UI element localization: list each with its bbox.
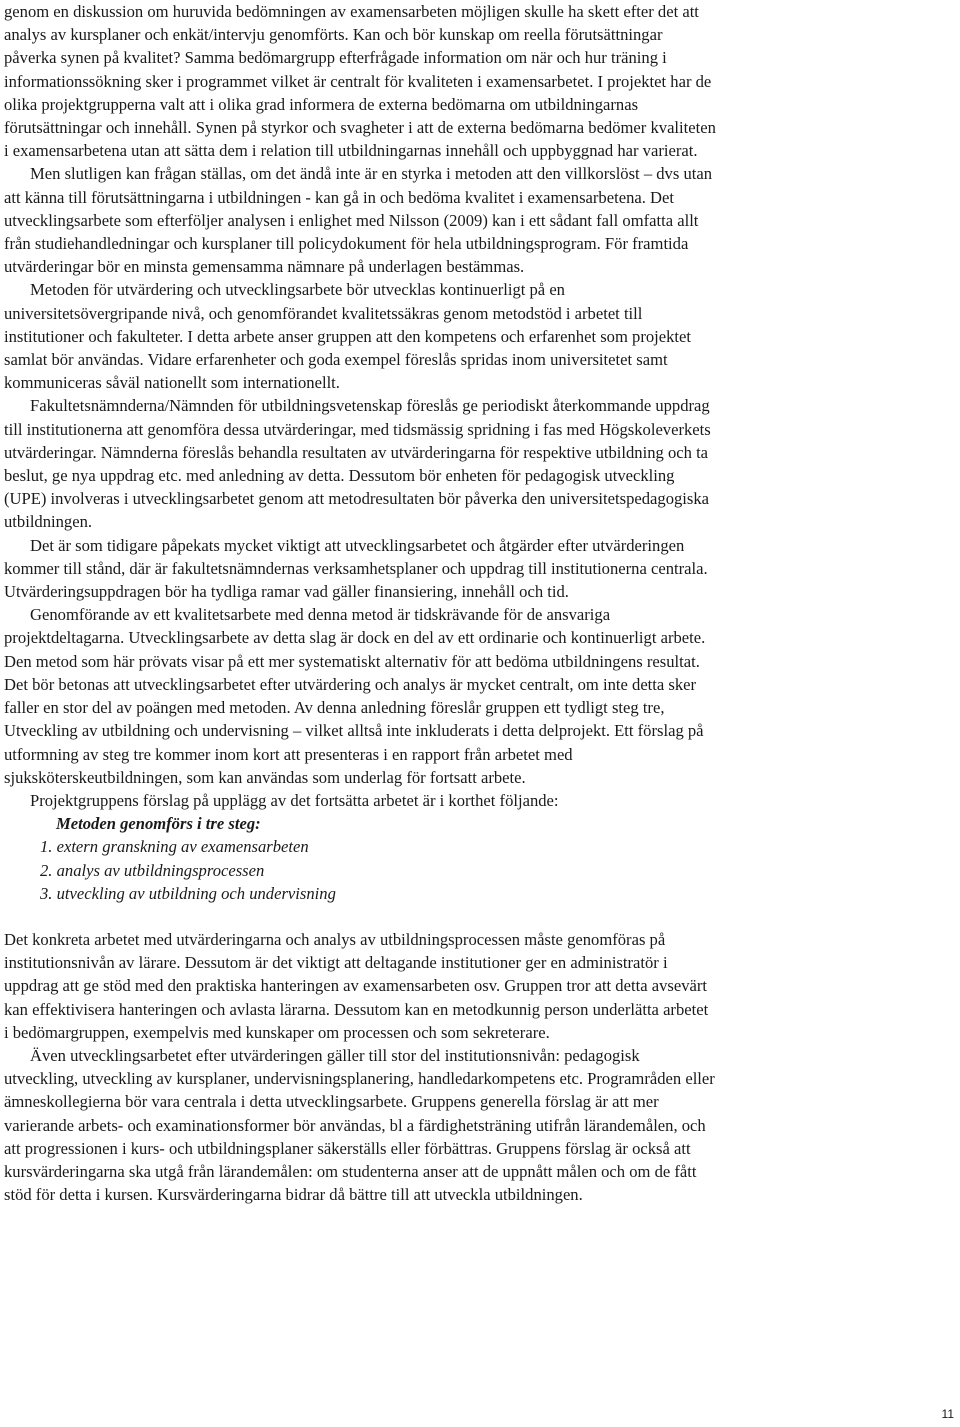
body-text-top (4, 0, 716, 812)
method-steps-list (4, 835, 716, 905)
method-step-3: 3. utveckling av utbildning och undervisning (40, 883, 336, 903)
method-step-2: 2. analys av utbildningsprocessen (40, 860, 265, 880)
paragraph-6: Genomförande av ett kvalitetsarbete med denna metod är tidskrävande för de ansvariga projektdeltagarna. Utvecklingsarbete av detta slag är dock en del av ett ordinarie och kontinuerligt arbete. Den metod som här prövats visar på ett mer systematiskt alternativ för att bedöma utbildningens resultat. Det bör betonas att utvecklingsarbetet efter utvärdering och analys är mycket centralt, om inte detta sker faller en stor del av poängen med metoden. Av denna anledning föreslår gruppen ett tydligt steg tre, Utveckling av utbildning och undervisning – vilket alltså inte inkluderats i detta delprojekt. Ett förslag på utformning av steg tre kommer inom kort att presenteras i en rapport från arbetet med sjuksköterskeutbildningen, som kan användas som underlag för fortsatt arbete. (4, 605, 706, 787)
paragraph-3: Metoden för utvärdering och utvecklingsarbete bör utvecklas kontinuerligt på en universitetsövergripande nivå, och genomförandet kvalitetssäkras genom metodstöd i arbetet till institutioner och fakulteter. I detta arbete anser gruppen att den kompetens och erfarenhet som projektet samlat bör användas. Vidare erfarenheter och goda exempel föreslås spridas inom universitetet samt kommuniceras såväl nationellt som internationellt. (4, 280, 692, 393)
method-step-1: 1. extern granskning av examensarbeten (40, 837, 309, 857)
page-number: 11 (941, 1407, 954, 1421)
paragraph-7: Projektgruppens förslag på upplägg av det fortsätta arbetet är i korthet följande: (30, 790, 559, 810)
paragraph-4: Fakultetsnämnderna/Nämnden för utbildningsvetenskap föreslås ge periodiskt återkommande uppdrag till institutionerna att genomföra dessa utvärderingar, med tidsmässig spridning i fas med Högskoleverkets utvärderingar. Nämnderna föreslås behandla resultaten av utvärderingarna för respektive utbildning och ta beslut, ge nya uppdrag etc. med anledning av detta. Dessutom bör enheten för pedagogisk utveckling (UPE) involveras i utvecklingsarbetet genom att metodresultaten bör påverka den universitetspedagogiska utbildningen. (4, 396, 711, 532)
paragraph-5: Det är som tidigare påpekats mycket viktigt att utvecklingsarbetet och åtgärder efter utvärderingen kommer till stånd, där är fakultetsnämndernas verksamhetsplaner och uppdrag till institutionerna centrala. Utvärderingsuppdragen bör ha tydliga ramar vad gäller finansiering, innehåll och tid. (4, 535, 708, 602)
document-page (4, 0, 716, 1206)
paragraph-8: Det konkreta arbetet med utvärderingarna och analys av utbildningsprocessen måste genomföras på institutionsnivån av lärare. Dessutom är det viktigt att deltagande institutioner ger en administratör i uppdrag att ge stöd med den praktiska hanteringen av examensarbeten osv. Gruppen tror att detta avsevärt kan effektivisera hanteringen och avlasta lärarna. Dessutom kan en metodkunnig person underlätta arbetet i bedömargruppen, exempelvis med kunskaper om processen och som sekreterare. (4, 929, 709, 1042)
section-spacer (4, 905, 716, 928)
body-text-bottom (4, 928, 716, 1206)
method-steps-section (4, 812, 716, 905)
paragraph-9: Även utvecklingsarbetet efter utvärderingen gäller till stor del institutionsnivån: pedagogisk utveckling, utveckling av kursplaner, undervisningsplanering, handledarkompetens etc. Programråden eller ämneskollegierna bör vara centrala i detta utvecklingsarbete. Gruppens generella förslag är att mer varierande arbets- och examinationsformer bör användas, bl a färdighetsträning utifrån lärandemålen, och att progressionen i kurs- och utbildningsplaner säkerställs eller förbättras. Gruppens förslag är också att kursvärderingarna ska utgå från lärandemålen: om studenterna anser att de uppnått målen och om de fått stöd för detta i kursen. Kursvärderingarna bidrar då bättre till att utveckla utbildningen. (4, 1045, 715, 1205)
paragraph-1: genom en diskussion om huruvida bedömningen av examensarbeten möjligen skulle ha skett efter det att analys av kursplaner och enkät/intervju genomförts. Kan och bör kunskap om reella förutsättningar påverka synen på kvalitet? Samma bedömargrupp efterfrågade information om när och hur träning i informationssökning sker i programmet vilket är centralt för kvaliteten i examensarbetet. I projektet har de olika projektgrupperna valt att i olika grad informera de externa bedömarna om utbildningarnas förutsättningar och innehåll. Synen på styrkor och svagheter i att de externa bedömarna bedömer kvaliteten i examensarbetena utan att sätta dem i relation till utbildningarnas innehåll och uppbyggnad har varierat. (4, 2, 716, 161)
paragraph-2: Men slutligen kan frågan ställas, om det ändå inte är en styrka i metoden att den villkorslöst – dvs utan att känna till förutsättningarna i utbildningen - kan gå in och bedöma kvalitet i examensarbetena. Det utvecklingsarbete som efterföljer analysen i enlighet med Nilsson (2009) kan i ett sådant fall omfatta allt från studiehandledningar och kursplaner till policydokument för hela utbildningsprogram. För framtida utvärderingar bör en minsta gemensamma nämnare på underlagen bestämmas. (4, 164, 713, 277)
method-steps-heading: Metoden genomförs i tre steg: (56, 814, 261, 834)
